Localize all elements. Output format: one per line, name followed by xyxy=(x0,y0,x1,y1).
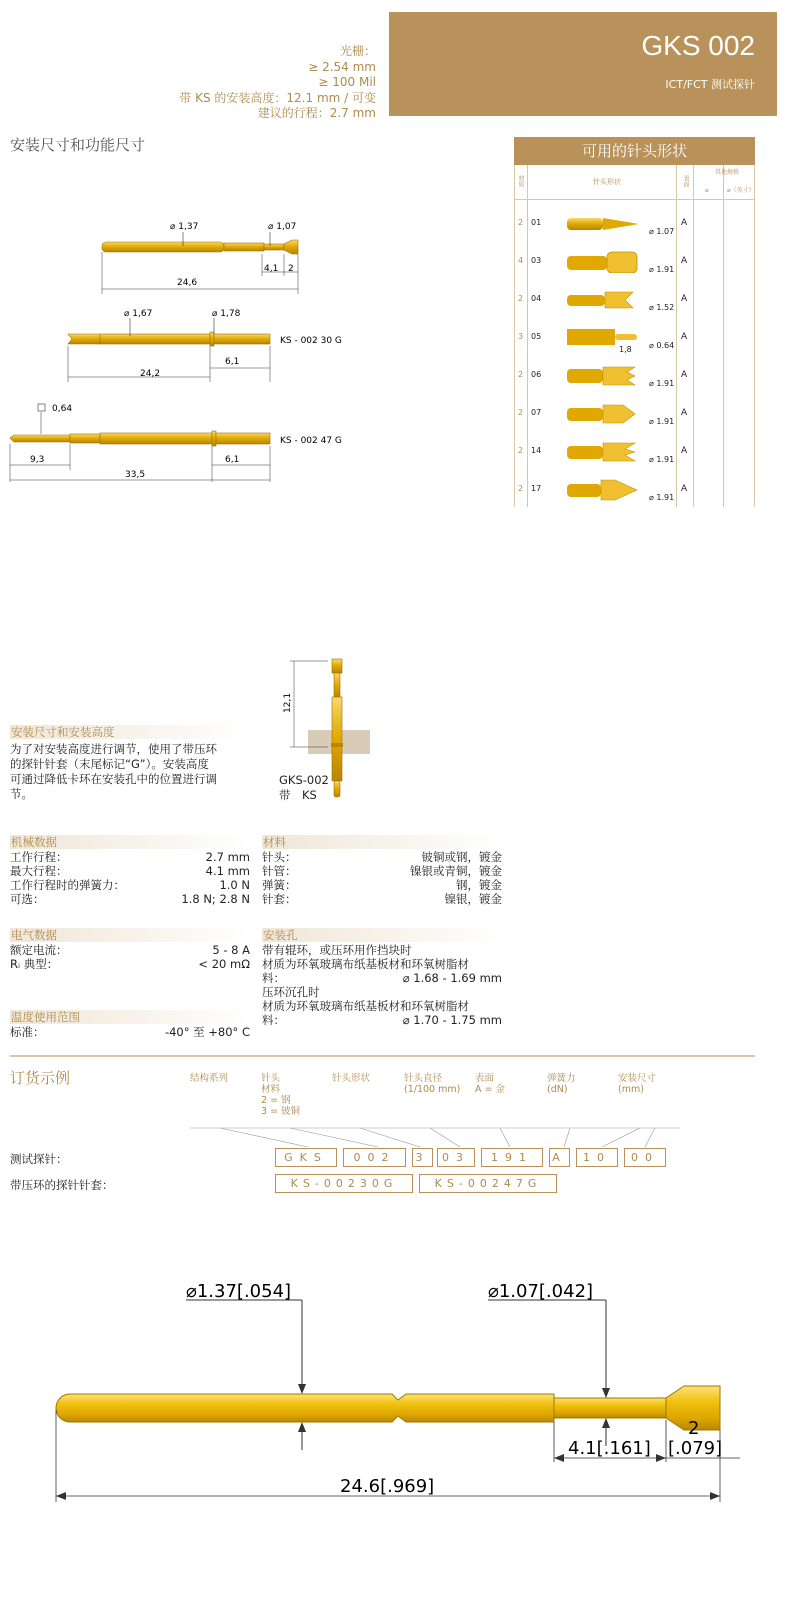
order-header: 表面 A = 金 xyxy=(475,1073,505,1095)
spec-line: 光栅： xyxy=(339,44,376,58)
install-label: GKS-002 带 KS xyxy=(279,773,329,802)
probe-drawings xyxy=(0,200,380,490)
probe1-len: 24,6 xyxy=(177,278,198,288)
order-header: 安装尺寸 (mm) xyxy=(618,1073,657,1095)
probe3-l1: 9,3 xyxy=(30,455,45,465)
probe1-l2: 4,1 xyxy=(264,264,279,274)
order-cell: KS-00247G xyxy=(419,1174,557,1193)
order-cell: 03 xyxy=(437,1148,475,1167)
product-title: GKS 002 xyxy=(641,30,755,61)
install-height-dim: 12,1 xyxy=(283,692,293,713)
probe2-sleeve xyxy=(100,334,210,344)
probe1-barrel xyxy=(102,242,224,252)
tip-row: 2 07 ⌀ 1.91 A xyxy=(515,393,754,431)
spec-line: ≥ 100 Mil xyxy=(318,75,376,89)
large-probe-plunger xyxy=(554,1398,666,1418)
probe1-d1: ⌀ 1,37 xyxy=(170,222,199,232)
probe2-d2: ⌀ 1,78 xyxy=(212,309,241,319)
probe2-len: 24,2 xyxy=(140,369,161,379)
probe3-name: KS - 002 47 G xyxy=(280,436,342,446)
order-cell: 002 xyxy=(343,1148,406,1167)
order-cell: A xyxy=(549,1148,570,1167)
spec-line: 带 KS 的安装高度：12.1 mm / 可变 xyxy=(179,90,376,105)
section-title-install-dims: 安装尺寸和功能尺寸 xyxy=(10,136,146,154)
order-sleeve-label: 带压环的探针针套： xyxy=(10,1178,114,1192)
tip-col-dia: ⌀ xyxy=(705,187,709,194)
order-title: 订货示例 xyxy=(10,1069,71,1087)
tip-row: 4 03 ⌀ 1.91 A xyxy=(515,241,754,279)
order-probe-label: 测试探针： xyxy=(10,1152,68,1166)
order-cell: 3 xyxy=(412,1148,433,1167)
order-cell: GKS xyxy=(275,1148,337,1167)
temp-title: 温度使用范围 xyxy=(10,1010,250,1024)
tip-col-mat: 表面 xyxy=(682,175,689,187)
order-header: 结构系列 xyxy=(190,1073,229,1084)
tip-col-shape: 针头形状 xyxy=(593,178,621,186)
product-subtitle: ICT/FCT 测试探针 xyxy=(665,78,755,91)
large-len: 24.6[.969] xyxy=(340,1476,435,1497)
order-header: 针头 材料 2 = 钢 3 = 铍铜 xyxy=(261,1073,301,1117)
spec-line: ≥ 2.54 mm xyxy=(308,59,376,74)
probe3-sleeve xyxy=(100,433,212,444)
spec-line: 建议的行程：2.7 mm xyxy=(257,106,376,120)
tip-row: 3 05 1,8 ⌀ 0.64 A xyxy=(515,317,754,355)
large-probe-barrel xyxy=(56,1394,554,1422)
hole-title: 安装孔 xyxy=(262,928,502,942)
tip-col-qty: 材质 xyxy=(517,175,524,187)
order-divider xyxy=(10,1055,755,1057)
probe1-plunger xyxy=(224,243,264,251)
header-banner xyxy=(389,12,777,116)
probe1-l3: 2 xyxy=(288,264,294,274)
large-d1: ⌀1.37[.054] xyxy=(186,1281,292,1302)
probe3-l2: 6,1 xyxy=(225,455,240,465)
tip-col-size: ⌀（英寸） xyxy=(727,187,755,194)
probe1-tip xyxy=(284,240,298,254)
order-cell: 10 xyxy=(576,1148,618,1167)
large-d2: ⌀1.07[.042] xyxy=(488,1281,594,1302)
probe3-len: 33,5 xyxy=(125,470,146,480)
large-l3b: [.079] xyxy=(668,1438,723,1459)
probe1-d2: ⌀ 1,07 xyxy=(268,222,297,232)
install-height-title: 安装尺寸和安装高度 xyxy=(10,725,248,739)
order-header: 针头形状 xyxy=(332,1073,371,1084)
order-cell: 00 xyxy=(624,1148,666,1167)
tip-table-grid xyxy=(514,165,755,507)
header-specs xyxy=(179,44,376,122)
material-title: 材料 xyxy=(262,835,502,849)
tip-row: 2 04 ⌀ 1.52 A xyxy=(518,294,688,312)
install-height-text: 为了对安装高度进行调节，使用了带压环 的探针针套（末尾标记“G”）。安装高度 可通过降低卡环在安装孔中的位置进行调 节。 xyxy=(10,742,217,801)
order-cell: KS-00230G xyxy=(275,1174,413,1193)
probe2-d1: ⌀ 1,67 xyxy=(124,309,153,319)
large-l3a: 2 xyxy=(688,1418,700,1439)
tip-row: 2 14 ⌀ 1.91 A xyxy=(515,431,754,469)
tip-shapes-table xyxy=(514,137,755,507)
order-header: 弹簧力 (dN) xyxy=(547,1073,576,1095)
mech-title: 机械数据 xyxy=(10,835,250,849)
tip-row: 2 17 ⌀ 1.91 A xyxy=(515,469,754,507)
order-cell: 191 xyxy=(481,1148,543,1167)
tip-table-title: 可用的针头形状 xyxy=(514,137,755,165)
probe-large-drawing xyxy=(0,1270,800,1510)
elec-title: 电气数据 xyxy=(10,928,250,942)
tip-row: 2 01 ⌀ 1.07 A xyxy=(518,218,688,236)
order-header: 针头直径 (1/100 mm) xyxy=(404,1073,461,1095)
probe2-name: KS - 002 30 G xyxy=(280,336,342,346)
probe3-d1: 0,64 xyxy=(52,404,73,414)
large-l2: 4.1[.161] xyxy=(568,1438,651,1459)
tip-row: 2 06 ⌀ 1.91 A xyxy=(515,355,754,393)
tip-col-other: 其他规格 xyxy=(714,169,739,176)
probe2-l2: 6,1 xyxy=(225,357,240,367)
